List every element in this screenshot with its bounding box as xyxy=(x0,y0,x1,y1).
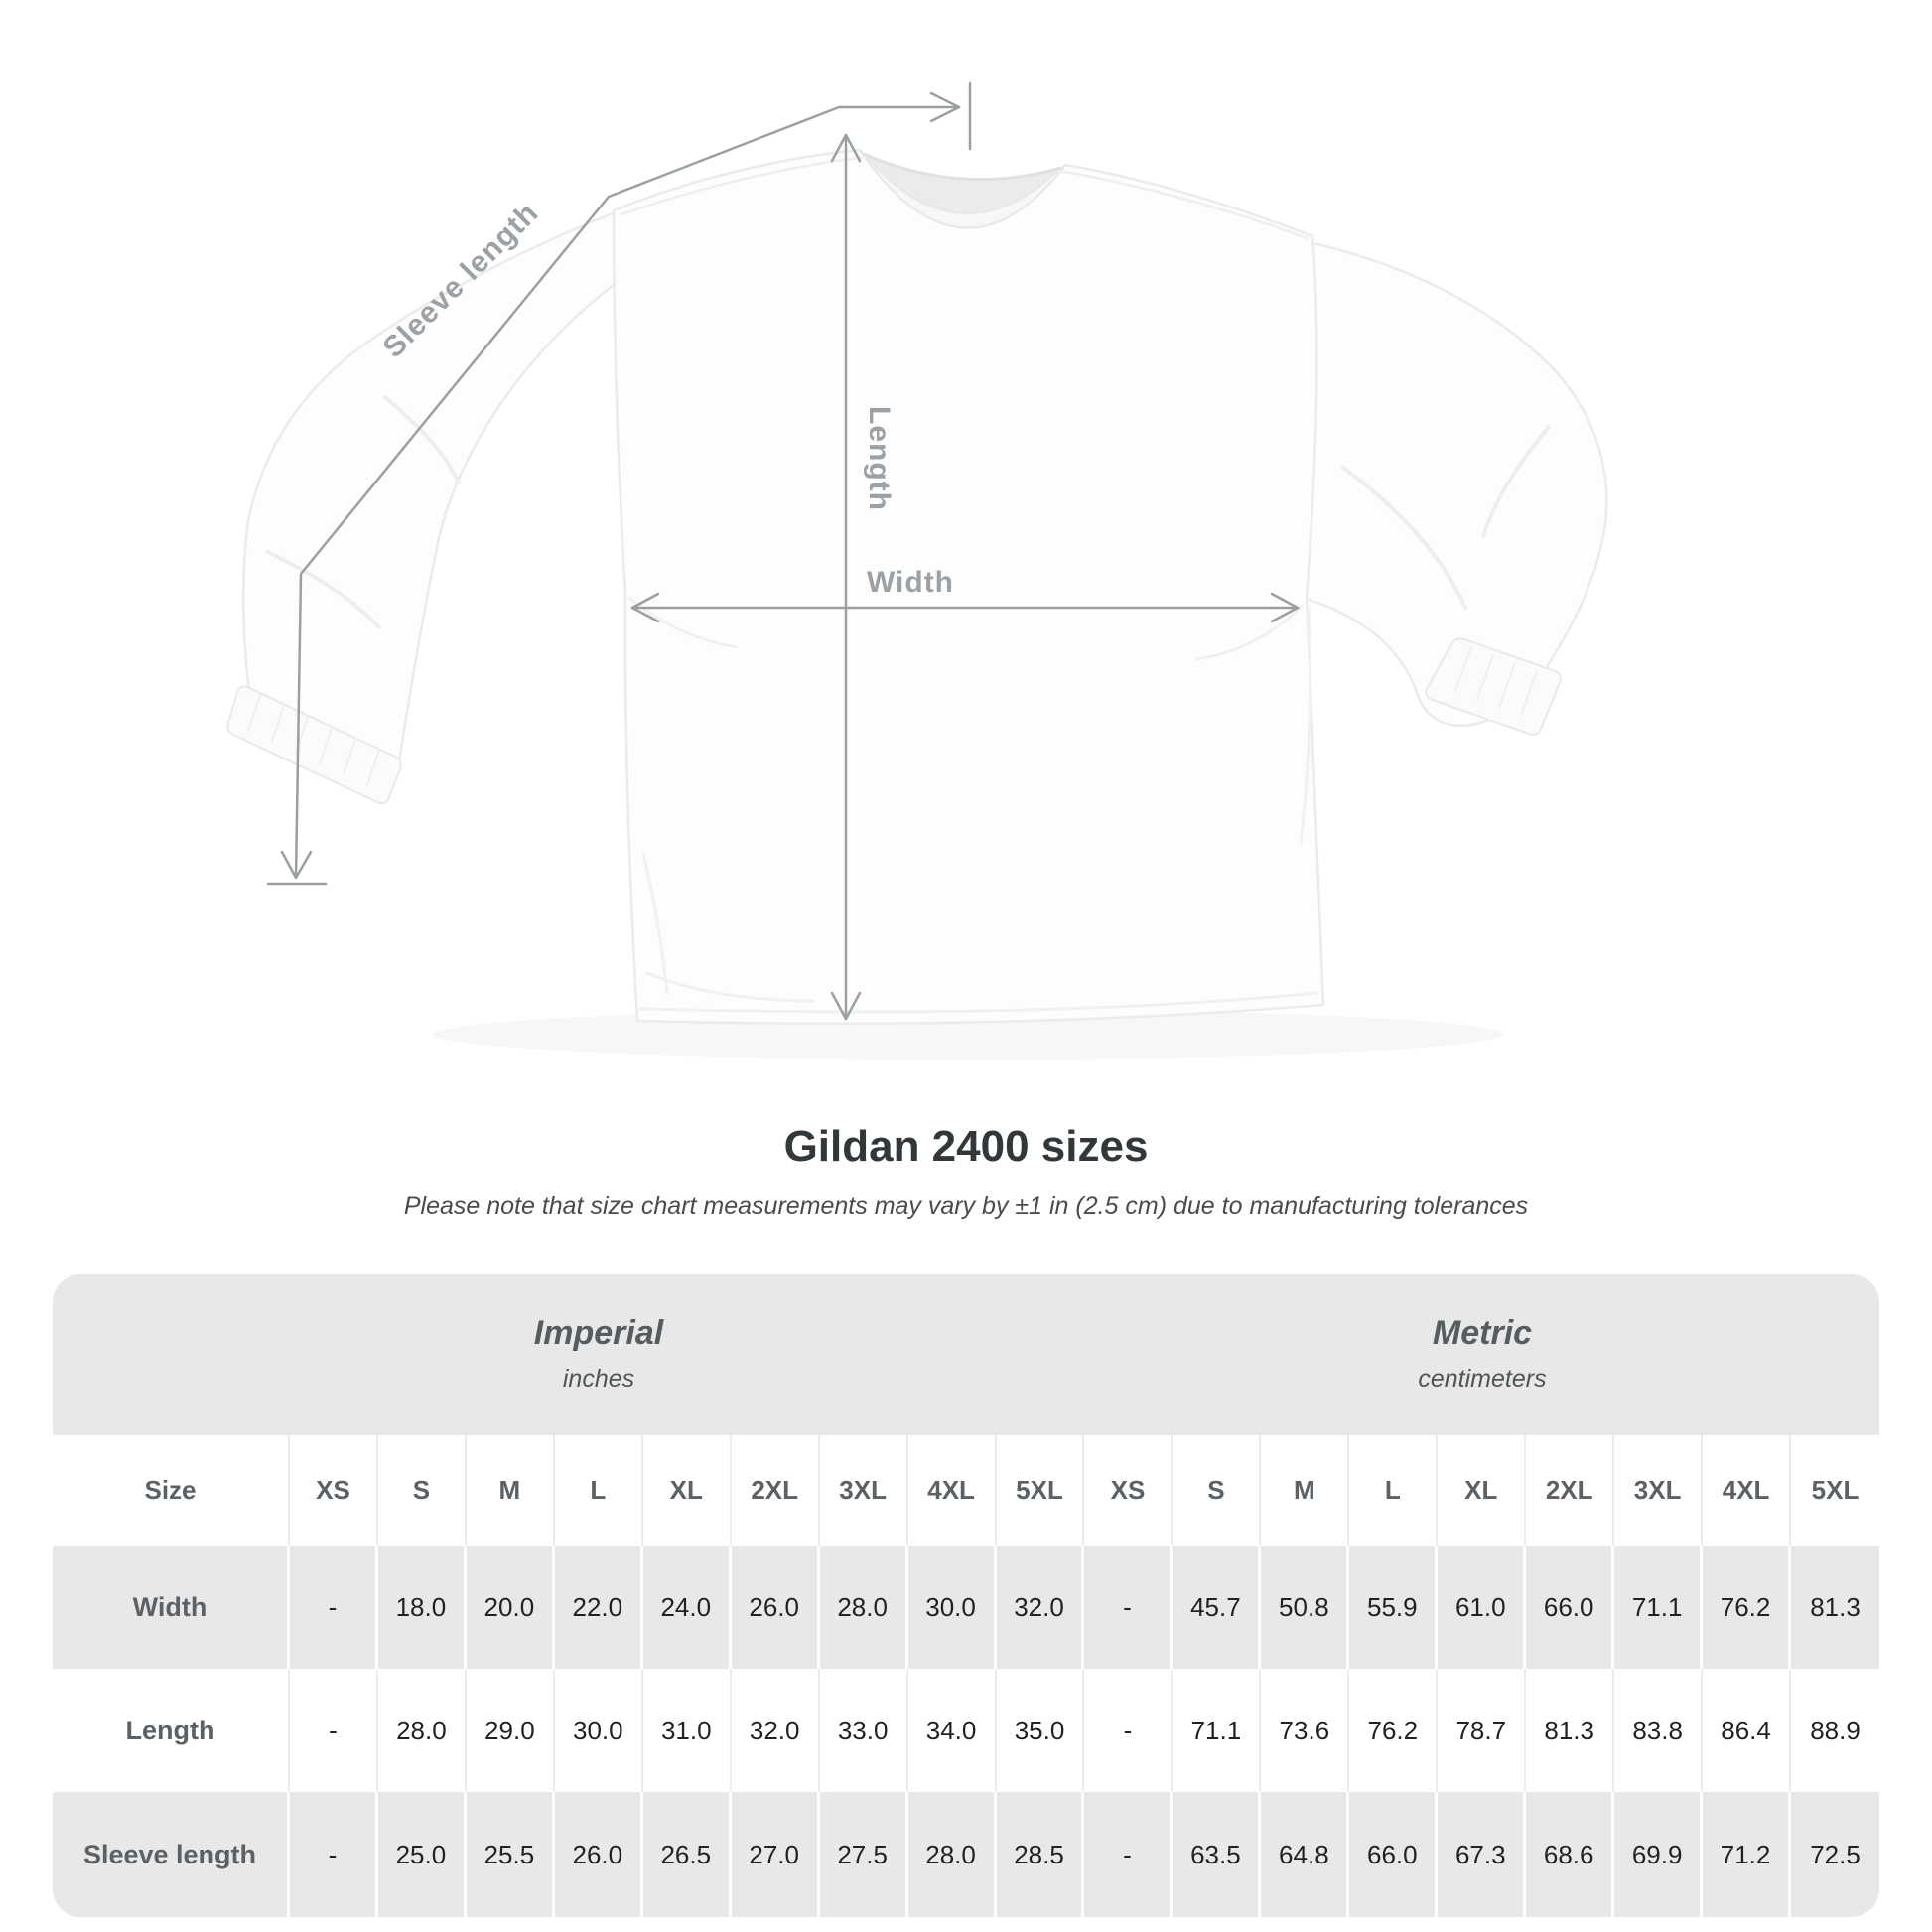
table-cell: 28.0 xyxy=(820,1546,908,1669)
column-header: XL xyxy=(643,1435,732,1546)
width-label: Width xyxy=(866,566,955,599)
column-header: 3XL xyxy=(820,1435,908,1546)
table-cell: 69.9 xyxy=(1614,1792,1703,1917)
table-cell: 32.0 xyxy=(997,1546,1085,1669)
table-cell: 66.0 xyxy=(1349,1792,1438,1917)
imperial-units-label: inches xyxy=(562,1365,635,1393)
metric-label: Metric xyxy=(1432,1314,1533,1352)
length-label: Length xyxy=(863,406,896,511)
table-cell: 61.0 xyxy=(1438,1546,1526,1669)
table-cell: 71.2 xyxy=(1703,1792,1791,1917)
table-cell: 26.5 xyxy=(643,1792,732,1917)
table-cell: 33.0 xyxy=(820,1669,908,1792)
page-subtitle: Please note that size chart measurements may vary by ±1 in (2.5 cm) due to manufacturing tolerances xyxy=(403,1192,1529,1220)
unit-group-band xyxy=(53,1274,1879,1435)
table-cell: 32.0 xyxy=(732,1669,820,1792)
column-header: 5XL xyxy=(997,1435,1085,1546)
table-cell: 27.5 xyxy=(820,1792,908,1917)
table-cell: 30.0 xyxy=(908,1546,997,1669)
table-cell: - xyxy=(290,1546,378,1669)
metric-group-header xyxy=(1085,1274,1879,1435)
column-header: 2XL xyxy=(1526,1435,1614,1546)
table-cell: 22.0 xyxy=(555,1546,643,1669)
table-cell: 29.0 xyxy=(467,1669,555,1792)
table-cell: 76.2 xyxy=(1349,1669,1438,1792)
table-cell: 63.5 xyxy=(1173,1792,1261,1917)
column-header: 5XL xyxy=(1791,1435,1879,1546)
size-table xyxy=(53,1274,1879,1917)
imperial-label: Imperial xyxy=(533,1314,664,1352)
table-cell: 83.8 xyxy=(1614,1669,1703,1792)
table-cell: 67.3 xyxy=(1438,1792,1526,1917)
table-cell: 26.0 xyxy=(555,1792,643,1917)
table-cell: 24.0 xyxy=(643,1546,732,1669)
table-cell: - xyxy=(1084,1792,1173,1917)
column-header: L xyxy=(1349,1435,1438,1546)
column-header: L xyxy=(555,1435,643,1546)
table-cell: 18.0 xyxy=(378,1546,467,1669)
table-cell: 25.5 xyxy=(467,1792,555,1917)
table-cell: 26.0 xyxy=(732,1546,820,1669)
table-cell: 27.0 xyxy=(732,1792,820,1917)
column-header: M xyxy=(1261,1435,1349,1546)
table-cell: 31.0 xyxy=(643,1669,732,1792)
table-cell: 28.0 xyxy=(378,1669,467,1792)
page-title: Gildan 2400 sizes xyxy=(783,1122,1149,1171)
table-cell: 71.1 xyxy=(1614,1546,1703,1669)
table-cell: 20.0 xyxy=(467,1546,555,1669)
column-header: M xyxy=(467,1435,555,1546)
column-header: XS xyxy=(290,1435,378,1546)
column-header: XL xyxy=(1438,1435,1526,1546)
table-cell: 28.5 xyxy=(997,1792,1085,1917)
metric-units-label: centimeters xyxy=(1418,1365,1547,1393)
table-cell: 81.3 xyxy=(1791,1546,1879,1669)
shirt-body xyxy=(614,150,1323,1024)
table-cell: 73.6 xyxy=(1261,1669,1349,1792)
column-header: S xyxy=(378,1435,467,1546)
column-header: 4XL xyxy=(1703,1435,1791,1546)
table-cell: 81.3 xyxy=(1526,1669,1614,1792)
column-header-size: Size xyxy=(53,1435,290,1546)
table-cell: 71.1 xyxy=(1173,1669,1261,1792)
table-cell: - xyxy=(290,1669,378,1792)
table-cell: 55.9 xyxy=(1349,1546,1438,1669)
table-cell: 25.0 xyxy=(378,1792,467,1917)
table-cell: 76.2 xyxy=(1703,1546,1791,1669)
table-cell: 50.8 xyxy=(1261,1546,1349,1669)
table-cell: 88.9 xyxy=(1791,1669,1879,1792)
row-label: Length xyxy=(53,1669,290,1792)
table-cell: 45.7 xyxy=(1173,1546,1261,1669)
column-header: XS xyxy=(1084,1435,1173,1546)
table-cell: 35.0 xyxy=(997,1669,1085,1792)
column-header: 4XL xyxy=(908,1435,997,1546)
table-cell: 64.8 xyxy=(1261,1792,1349,1917)
table-cell: 68.6 xyxy=(1526,1792,1614,1917)
row-label: Sleeve length xyxy=(53,1792,290,1917)
table-cell: 28.0 xyxy=(908,1792,997,1917)
table-cell: 34.0 xyxy=(908,1669,997,1792)
table-cell: 72.5 xyxy=(1791,1792,1879,1917)
column-header: 3XL xyxy=(1614,1435,1703,1546)
table-cell: 78.7 xyxy=(1438,1669,1526,1792)
table-cell: 30.0 xyxy=(555,1669,643,1792)
column-header: 2XL xyxy=(732,1435,820,1546)
sleeve-length-label: Sleeve length xyxy=(376,196,545,364)
column-header: S xyxy=(1173,1435,1261,1546)
table-cell: 66.0 xyxy=(1526,1546,1614,1669)
imperial-group-header xyxy=(53,1274,1085,1435)
table-cell: - xyxy=(1084,1546,1173,1669)
table-cell: 86.4 xyxy=(1703,1669,1791,1792)
table-cell: - xyxy=(1084,1669,1173,1792)
row-label: Width xyxy=(53,1546,290,1669)
table-cell: - xyxy=(290,1792,378,1917)
